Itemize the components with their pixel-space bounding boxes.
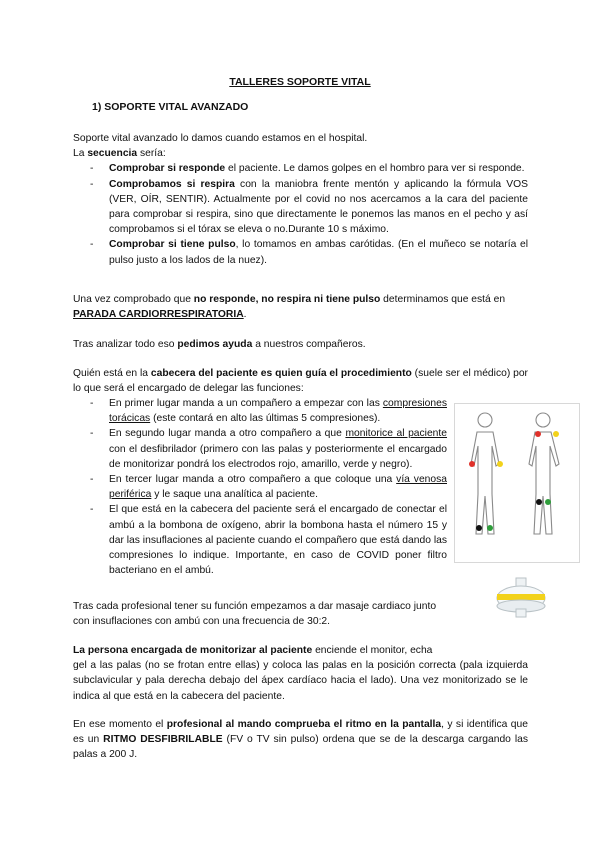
arrest-label: PARADA CARDIORRESPIRATORIA [73,309,244,321]
list-item [73,237,528,267]
bold-text: pedimos ayuda [177,339,253,350]
intro-line: Soporte vital avanzado lo damos cuando estamos en el hospital. [73,133,368,144]
text: Quién está en la [73,368,151,379]
text: En tercer lugar manda a otro compañero a que coloque una [109,474,397,486]
text: En ese momento el [73,719,167,730]
bold-text: La persona encargada de monitorizar al paciente [73,645,313,656]
step-bold: Comprobar si tiene pulso [109,239,236,251]
green-electrode [545,499,551,505]
sequence-bold: secuencia [87,148,138,160]
yellow-electrode [553,431,559,437]
text: En segundo lugar manda a otro compañero a que [109,428,346,440]
list-item [73,502,447,578]
step-bold: Comprobamos si respira [109,178,235,190]
step-text: , lo tomamos en ambas carótidas. (En el muñeco se notaría el pulso justo a los lados de la nuez). [109,239,528,266]
bold-text: no responde, no respira ni tiene pulso [193,294,381,305]
bold-text: cabecera del paciente es quien guía el procedimiento [150,368,412,379]
sequence-line [73,146,528,161]
list-item [73,472,447,502]
rhythm-paragraph [73,717,528,763]
green-electrode [487,525,493,531]
sequence-prefix: La [73,148,88,160]
text: enciende el monitor, echa [312,645,433,656]
step-text: con la maniobra frente mentón y aplicando la fórmula VOS (VER, OÍR, SENTIR). Actualmente por el covid no nos acercamos a la cara del paciente para comprobar si respira, sino que directamente le ponemos las manos en el pecho y así comprobamos si el tórax se eleva o no.Durante 10 s máximo. [109,178,529,236]
text: determinamos que está en [380,294,506,305]
underlined-text: compresiones torácicas [109,398,447,425]
section-heading: 1) SOPORTE VITAL AVANZADO [92,101,249,113]
underlined-text: monitorice al paciente [345,428,448,440]
text: gel a las palas (no se frotan entre ellas) y coloca las palas en la posición correcta (pala izquierda subclavicular y pala derecha debajo del ápex cardíaco hacia el lado). Una vez monitorizado se le indica al que está en la cabecera del paciente. [73,660,528,702]
steps-list [73,161,528,267]
help-paragraph [73,337,528,352]
roles-list [73,396,447,578]
head-paragraph [73,366,528,396]
black-electrode [476,525,482,531]
body-electrodes-icon [455,404,579,562]
red-electrode [535,431,541,437]
red-electrode [469,461,475,467]
bold-text: RITMO DESFIBRILABLE [103,734,223,746]
text: a nuestros compañeros. [252,339,366,350]
text: (suele ser el médico) por lo que será el encargado de delegar las funciones: [73,368,528,395]
massage-paragraph [73,599,528,629]
text: Tras analizar todo eso [73,339,178,350]
text: . [243,309,247,321]
text: , y si identifica que es un [73,719,528,746]
text: En primer lugar manda a un compañero a empezar con las [109,398,383,409]
text: con el desfibrilador (primero con las palas y posteriormente el encargado de monitorizar pondrá los electrodos rojo, amarillo, verde y negro). [109,443,447,470]
intro-paragraph [73,131,528,268]
arrest-paragraph [73,292,528,322]
body-electrodes-figure [454,403,580,563]
text-line: Tras cada profesional tener su función empezamos a dar masaje cardiaco junto [73,601,437,612]
text-line [73,643,528,658]
text-line: con insuflaciones con ambú con una frecuencia de 30:2. [73,616,331,628]
underlined-text: vía venosa periférica [109,474,447,501]
text: (este contará en alto las últimas 5 compresiones). [150,413,381,425]
step-bold: Comprobar si responde [109,163,226,175]
list-item [73,161,528,176]
text: y le saque una analítica al paciente. [151,489,318,501]
step-text: el paciente. Le damos golpes en el hombro para ver si responde. [225,163,525,175]
black-electrode [536,499,542,505]
list-item [73,396,447,426]
list-item [73,177,528,238]
sequence-suffix: sería: [137,148,166,160]
text: Una vez comprobado que [73,294,194,305]
bold-text: profesional al mando comprueba el ritmo en la pantalla [166,719,442,730]
document-title: TALLERES SOPORTE VITAL [229,76,371,88]
text: El que está en la cabecera del paciente será el encargado de conectar el ambú a la bombona de oxígeno, abrir la bombona hasta el número 15 y dar las insuflaciones al paciente cuando el compañero que está dando las compresiones lo indique. Importante, en caso de COVID poner filtro bacteriano en el ambú. [109,504,447,577]
monitor-paragraph [73,643,528,704]
text: (FV o TV sin pulso) ordena que se de la descarga cargando las palas a 200 J. [73,734,528,761]
list-item [73,426,447,472]
yellow-electrode [497,461,503,467]
